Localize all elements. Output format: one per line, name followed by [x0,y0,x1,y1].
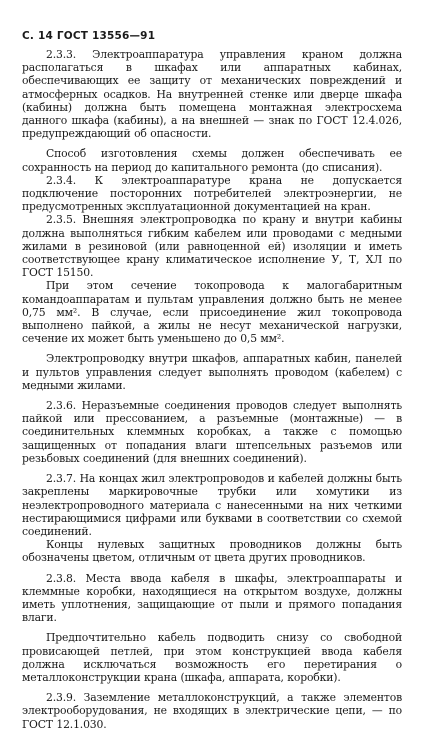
paragraph-2-3-7: 2.3.7. На концах жил электропроводов и кабелей должны быть закреплены маркировочные трубки или хомутики из неэлектропроводного материала с нанесенными на них четкими нестирающимися цифрами или буквами в соответствии со схемой соединений. [22,472,402,538]
paragraph-2-3-5: 2.3.5. Внешняя электропроводка по крану и внутри кабины должна выполняться гибким кабелем или проводами с медными жилами в резиновой (или равноценной ей) изоляции и иметь соответствующее крану климатическое исполнение У, Т, ХЛ по ГОСТ 15150. [22,213,402,280]
paragraph-2-3-6: 2.3.6. Неразъемные соединения проводов следует выполнять пайкой или прессованием, а разъемные (монтажные) — в соединительных клеммных коробках, а также с помощью защищенных от попадания влаги штепсельных разъемов или резьбовых соединений (для внешних соединений). [22,399,402,465]
paragraph-2-3-8: 2.3.8. Места ввода кабеля в шкафы, электроаппараты и клеммные коробки, находящиеся на открытом воздухе, должны иметь уплотнения, защищающие от пыли и прямого попадания влаги. [22,571,402,625]
paragraph-2-3-3: 2.3.3. Электроаппаратура управления краном должна располагаться в шкафах или аппаратных кабинах, обеспечивающих ее защиту от механических повреждений и атмосферных осадков. На внутренней стенке или дверце шкафа (кабины) должна быть помещена монтажная электросхема данного шкафа (кабины), а на внешней — знак по ГОСТ 12.4.026, предупреждающий об опасности. [22,48,402,141]
paragraph-neutral-conductors: Концы нулевых защитных проводников должны быть обозначены цветом, отличным от цвета других проводников. [22,538,402,565]
paragraph-cross-section: При этом сечение токопровода к малогабаритным командоаппаратам и пультам управления должно быть не менее 0,75 мм². В случае, если присоединение жил токопровода выполнено пайкой, а жилы не несут механической нагрузки, сечение их может быть уменьшено до 0,5 мм². [22,279,402,346]
paragraph-2-3-9: 2.3.9. Заземление металлоконструкций, а также элементов электрооборудования, не входящих в электрические цепи, — по ГОСТ 12.1.030. [22,691,402,731]
document-page [22,30,402,731]
paragraph-internal-wiring: Электропроводку внутри шкафов, аппаратных кабин, панелей и пультов управления следует выполнять проводом (кабелем) с медными жилами. [22,352,402,392]
paragraph-2-3-4: 2.3.4. К электроаппаратуре крана не допускается подключение посторонних потребителей электроэнергии, не предусмотренных эксплуатационной документацией на кран. [22,173,402,214]
page-header: С. 14 ГОСТ 13556—91 [22,30,156,42]
paragraph-cable-entry: Предпочтительно кабель подводить снизу со свободной провисающей петлей, при этом конструкцией ввода кабеля должна исключаться возможность его перетирания о металлоконструкции крана (шкафа, аппарата, коробки). [22,631,402,684]
paragraph-scheme-method: Способ изготовления схемы должен обеспечивать ее сохранность на период до капитального ремонта (до списания). [22,147,402,174]
